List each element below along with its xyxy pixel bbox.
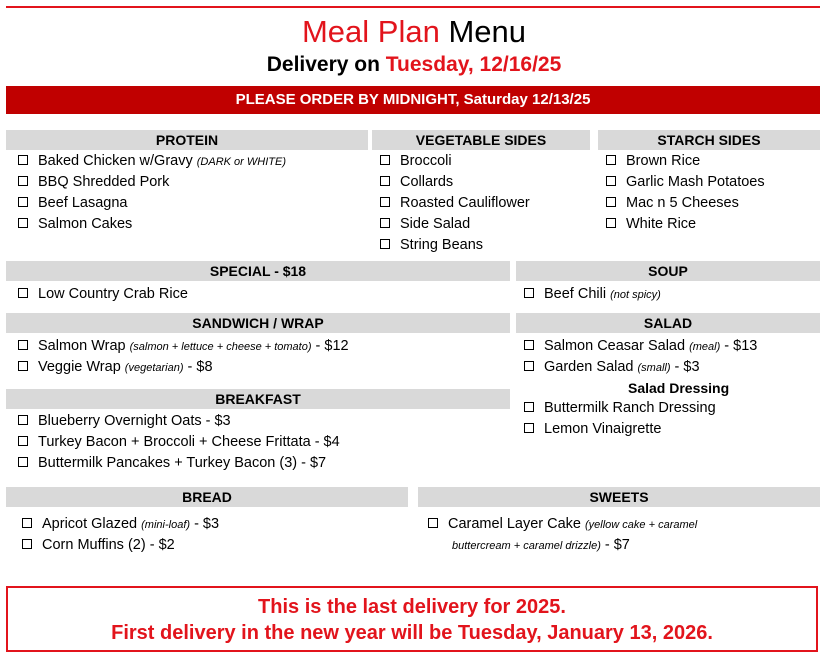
menu-item-veggie-wrap[interactable] [18, 357, 349, 378]
menu-item-pancakes[interactable] [18, 453, 340, 474]
checkbox[interactable] [18, 197, 28, 207]
menu-item-brown-rice[interactable] [606, 151, 765, 172]
item-label: Roasted Cauliflower [400, 195, 530, 211]
sweets-heading: SWEETS [418, 487, 820, 507]
item-note: (yellow cake + caramel [585, 519, 698, 531]
salad-dressing-heading: Salad Dressing [628, 380, 730, 396]
sandwich-list [18, 336, 349, 378]
menu-item-broccoli[interactable] [380, 151, 530, 172]
notice-line-2: First delivery in the new year will be Tuesday, January 13, 2026. [111, 622, 713, 644]
item-label: BBQ Shredded Pork [38, 174, 170, 190]
item-note: (vegetarian) [124, 362, 184, 374]
item-label: Buttermilk Ranch Dressing [544, 400, 716, 416]
menu-item-salmon-wrap[interactable] [18, 336, 349, 357]
item-label: Lemon Vinaigrette [544, 421, 662, 437]
item-label: White Rice [626, 216, 697, 232]
soup-list [524, 284, 661, 305]
item-label: Blueberry Overnight Oats - $3 [38, 413, 231, 429]
checkbox[interactable] [524, 361, 534, 371]
checkbox[interactable] [524, 423, 534, 433]
item-price: - $3 [674, 359, 700, 375]
item-price: - $13 [724, 338, 758, 354]
menu-item-baked-chicken[interactable] [18, 151, 286, 172]
menu-item-salmon-caesar[interactable] [524, 336, 757, 357]
item-label: Baked Chicken w/Gravy [38, 153, 193, 169]
checkbox[interactable] [22, 518, 32, 528]
checkbox[interactable] [606, 155, 616, 165]
menu-item-beef-chili[interactable] [524, 284, 661, 305]
checkbox[interactable] [18, 176, 28, 186]
item-note: (not spicy) [610, 289, 661, 301]
item-label: Caramel Layer Cake [448, 516, 581, 532]
item-label: String Beans [400, 237, 484, 253]
menu-item-bbq-pork[interactable] [18, 172, 286, 193]
item-label: Apricot Glazed [42, 516, 138, 532]
menu-item-garden-salad[interactable] [524, 357, 757, 378]
delivery-prefix: Delivery on [266, 53, 380, 76]
checkbox[interactable] [18, 436, 28, 446]
breakfast-list [18, 411, 340, 474]
notice-line-1: This is the last delivery for 2025. [258, 596, 566, 618]
menu-item-ranch[interactable] [524, 398, 757, 419]
menu-item-beef-lasagna[interactable] [18, 193, 286, 214]
starch-sides-heading: STARCH SIDES [598, 130, 820, 150]
item-label: Corn Muffins (2) - $2 [42, 537, 175, 553]
menu-item-side-salad[interactable] [380, 214, 530, 235]
checkbox[interactable] [18, 218, 28, 228]
checkbox[interactable] [606, 197, 616, 207]
item-note: (small) [637, 362, 671, 374]
delivery-date: Tuesday, 12/16/25 [385, 53, 562, 76]
checkbox[interactable] [380, 155, 390, 165]
title-menu: Menu [448, 14, 527, 49]
checkbox[interactable] [524, 402, 534, 412]
menu-item-overnight-oats[interactable] [18, 411, 340, 432]
vegetable-sides-list [380, 151, 530, 256]
menu-item-corn-muffins[interactable] [22, 535, 219, 556]
item-price: - $8 [187, 359, 213, 375]
menu-item-mac-cheese[interactable] [606, 193, 765, 214]
protein-heading: PROTEIN [6, 130, 368, 150]
item-label: Buttermilk Pancakes + Turkey Bacon (3) - $7 [38, 455, 327, 471]
item-label: Veggie Wrap [38, 359, 121, 375]
menu-item-garlic-mash[interactable] [606, 172, 765, 193]
item-label: Collards [400, 174, 454, 190]
checkbox[interactable] [428, 518, 438, 528]
menu-item-caramel-cake-continued [428, 535, 697, 556]
checkbox[interactable] [18, 288, 28, 298]
menu-item-salmon-cakes[interactable] [18, 214, 286, 235]
menu-item-frittata[interactable] [18, 432, 340, 453]
special-heading: SPECIAL - $18 [6, 261, 510, 281]
salad-heading: SALAD [516, 313, 820, 333]
item-label: Low Country Crab Rice [38, 286, 188, 302]
item-price: - $12 [315, 338, 349, 354]
item-label: Turkey Bacon + Broccoli + Cheese Frittata - $4 [38, 434, 340, 450]
special-list [18, 284, 188, 305]
checkbox[interactable] [380, 239, 390, 249]
checkbox[interactable] [18, 415, 28, 425]
checkbox[interactable] [18, 361, 28, 371]
menu-item-vinaigrette[interactable] [524, 419, 757, 440]
starch-sides-list [606, 151, 765, 235]
checkbox[interactable] [380, 197, 390, 207]
soup-heading: SOUP [516, 261, 820, 281]
checkbox[interactable] [380, 218, 390, 228]
checkbox[interactable] [18, 155, 28, 165]
checkbox[interactable] [18, 457, 28, 467]
checkbox[interactable] [606, 218, 616, 228]
menu-item-cauliflower[interactable] [380, 193, 530, 214]
breakfast-heading: BREAKFAST [6, 389, 510, 409]
protein-list [18, 151, 286, 235]
checkbox[interactable] [380, 176, 390, 186]
item-note: (salmon + lettuce + cheese + tomato) [129, 341, 312, 353]
order-deadline-banner: PLEASE ORDER BY MIDNIGHT, Saturday 12/13/25 [6, 86, 820, 114]
item-label: Salmon Cakes [38, 216, 133, 232]
sweets-list [428, 514, 697, 556]
vegetable-sides-heading: VEGETABLE SIDES [372, 130, 590, 150]
checkbox[interactable] [18, 340, 28, 350]
item-label: Mac n 5 Cheeses [626, 195, 739, 211]
menu-item-apricot-glazed[interactable] [22, 514, 219, 535]
salad-list [524, 336, 757, 440]
top-divider [6, 6, 820, 8]
bread-list [22, 514, 219, 556]
menu-item-white-rice[interactable] [606, 214, 765, 235]
item-note-continued: buttercream + caramel drizzle) [452, 540, 601, 552]
item-price: - $7 [604, 537, 630, 553]
holiday-notice [6, 586, 818, 652]
item-note: (mini-loaf) [141, 519, 191, 531]
item-label: Brown Rice [626, 153, 701, 169]
checkbox[interactable] [22, 539, 32, 549]
checkbox[interactable] [524, 340, 534, 350]
item-label: Garlic Mash Potatoes [626, 174, 765, 190]
sandwich-heading: SANDWICH / WRAP [6, 313, 510, 333]
checkbox[interactable] [606, 176, 616, 186]
item-label: Beef Lasagna [38, 195, 128, 211]
title-meal-plan: Meal Plan [301, 14, 440, 49]
item-label: Broccoli [400, 153, 452, 169]
item-note: (meal) [689, 341, 721, 353]
item-label: Side Salad [400, 216, 471, 232]
item-label: Salmon Wrap [38, 338, 126, 354]
menu-item-caramel-cake[interactable] [428, 514, 697, 535]
item-note: (DARK or WHITE) [196, 156, 286, 168]
item-label: Beef Chili [544, 286, 607, 302]
page-title [0, 14, 828, 50]
checkbox[interactable] [524, 288, 534, 298]
item-label: Garden Salad [544, 359, 634, 375]
menu-item-string-beans[interactable] [380, 235, 530, 256]
item-price: - $3 [194, 516, 220, 532]
menu-item-collards[interactable] [380, 172, 530, 193]
bread-heading: BREAD [6, 487, 408, 507]
item-label: Salmon Ceasar Salad [544, 338, 686, 354]
menu-item-crab-rice[interactable] [18, 284, 188, 305]
delivery-line [0, 52, 828, 78]
